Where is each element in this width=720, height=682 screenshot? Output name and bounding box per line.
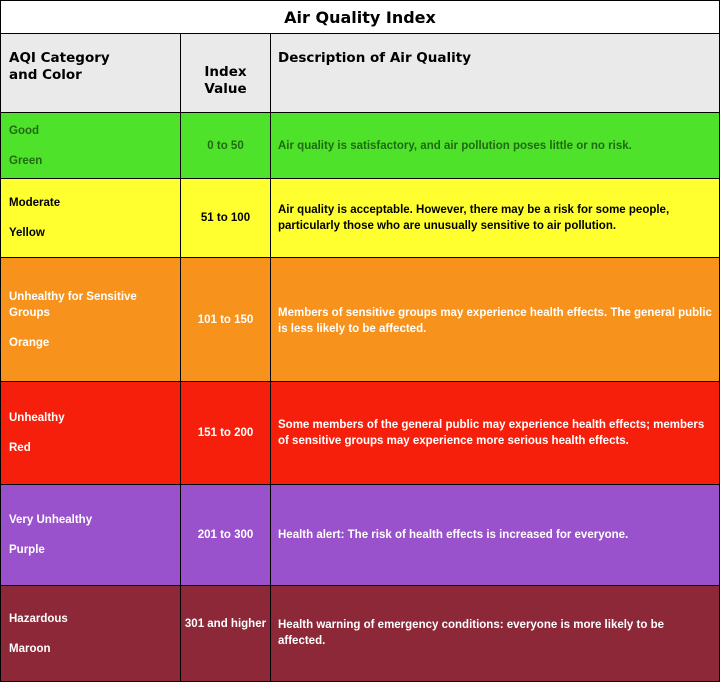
index-cell: 101 to 150 xyxy=(181,258,271,381)
category-cell xyxy=(1,485,181,585)
aqi-row-very-unhealthy xyxy=(1,485,719,586)
header-index-line2: Value xyxy=(204,81,247,97)
aqi-row-unhealthy xyxy=(1,382,719,485)
description-cell: Air quality is satisfactory, and air pollution poses little or no risk. xyxy=(278,139,632,152)
header-category-line1: AQI Category xyxy=(9,50,110,66)
table-title: Air Quality Index xyxy=(1,1,719,34)
category-cell xyxy=(1,382,181,484)
index-cell: 51 to 100 xyxy=(181,179,271,257)
category-cell xyxy=(1,586,181,681)
description-cell: Health alert: The risk of health effects is increased for everyone. xyxy=(278,529,629,541)
category-name: Very Unhealthy xyxy=(9,514,93,526)
category-name: Moderate xyxy=(9,197,61,209)
index-cell: 0 to 50 xyxy=(181,113,271,178)
category-name: Good xyxy=(9,124,40,137)
aqi-row-moderate xyxy=(1,179,719,258)
category-cell xyxy=(1,179,181,257)
description-cell: Some members of the general public may experience health effects; members of sensitive groups may experience more serious health effects. xyxy=(278,419,705,447)
category-cell xyxy=(1,258,181,381)
aqi-row-sensitive xyxy=(1,258,719,382)
color-name: Green xyxy=(9,154,43,167)
header-row xyxy=(1,34,719,113)
category-name: Hazardous xyxy=(9,612,68,625)
description-cell: Health warning of emergency conditions: everyone is more likely to be affected. xyxy=(278,619,664,647)
aqi-row-good xyxy=(1,113,719,179)
color-name: Purple xyxy=(9,544,45,556)
description-cell: Members of sensitive groups may experience health effects. The general public is less likely to be affected. xyxy=(278,307,712,335)
description-cell: Air quality is acceptable. However, there may be a risk for some people, particularly those who are unusually sensitive to air pollution. xyxy=(278,204,670,232)
category-name: Unhealthy xyxy=(9,412,65,424)
color-name: Yellow xyxy=(9,227,45,239)
aqi-row-hazardous xyxy=(1,586,719,681)
header-description: Description of Air Quality xyxy=(278,50,472,66)
index-cell: 301 and higher xyxy=(181,586,271,681)
header-index xyxy=(181,34,271,112)
index-cell: 151 to 200 xyxy=(181,382,271,484)
header-category xyxy=(1,34,181,112)
color-name: Maroon xyxy=(9,642,51,655)
index-cell: 201 to 300 xyxy=(181,485,271,585)
header-index-line1: Index xyxy=(204,64,247,80)
color-name: Red xyxy=(9,442,31,454)
category-cell xyxy=(1,113,181,178)
header-category-line2: and Color xyxy=(9,67,82,83)
category-name: Unhealthy for Sensitive Groups xyxy=(9,290,137,319)
color-name: Orange xyxy=(9,336,50,349)
